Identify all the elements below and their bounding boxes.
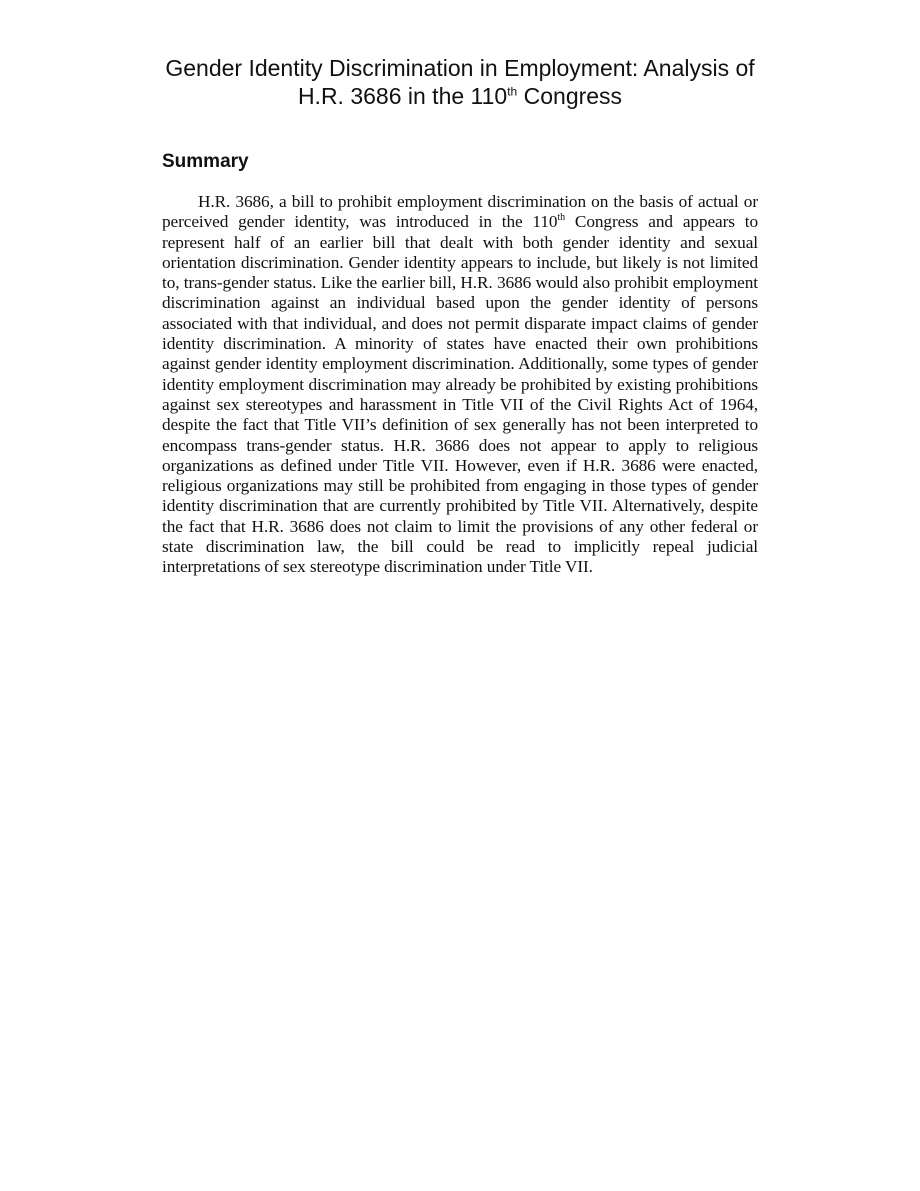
summary-paragraph	[162, 192, 758, 578]
summary-text-start: H.R. 3686, a bill to prohibit employment discrimination on the basis of actual or perceived gender identity, was introduced in the 110	[162, 192, 758, 232]
title-text-main: Gender Identity Discrimination in Employment: Analysis of H.R. 3686 in the 110	[165, 55, 755, 109]
document-page	[162, 54, 758, 578]
document-title	[162, 54, 758, 110]
summary-heading: Summary	[162, 151, 249, 172]
title-text-end: Congress	[517, 83, 623, 109]
summary-superscript: th	[557, 212, 566, 224]
title-superscript: th	[507, 84, 518, 99]
summary-text-rest: Congress and appears to represent half of an earlier bill that dealt with both gender identity and sexual orientation discrimination. Gender identity appears to include, but likely is not limited to, trans-gender status. Like the earlier bill, H.R. 3686 would also prohibit employment discrimination against an individual based upon the gender identity of persons associated with that individual, and does not permit disparate impact claims of gender identity discrimination. A minority of states have enacted their own prohibitions against gender identity employment discrimination. Additionally, some types of gender identity employment discrimination may already be prohibited by existing prohibitions against sex stereotypes and harassment in Title VII of the Civil Rights Act of 1964, despite the fact that Title VII’s definition of sex generally has not been interpreted to encompass trans-gender status. H.R. 3686 does not appear to apply to religious organizations as defined under Title VII. However, even if H.R. 3686 were enacted, religious organizations may still be prohibited from engaging in those types of gender identity discrimination that are currently prohibited by Title VII. Alternatively, despite the fact that H.R. 3686 does not claim to limit the provisions of any other federal or state discrimination law, the bill could be read to implicitly repeal judicial interpretations of sex stereotype discrimination under Title VII.	[162, 212, 759, 577]
